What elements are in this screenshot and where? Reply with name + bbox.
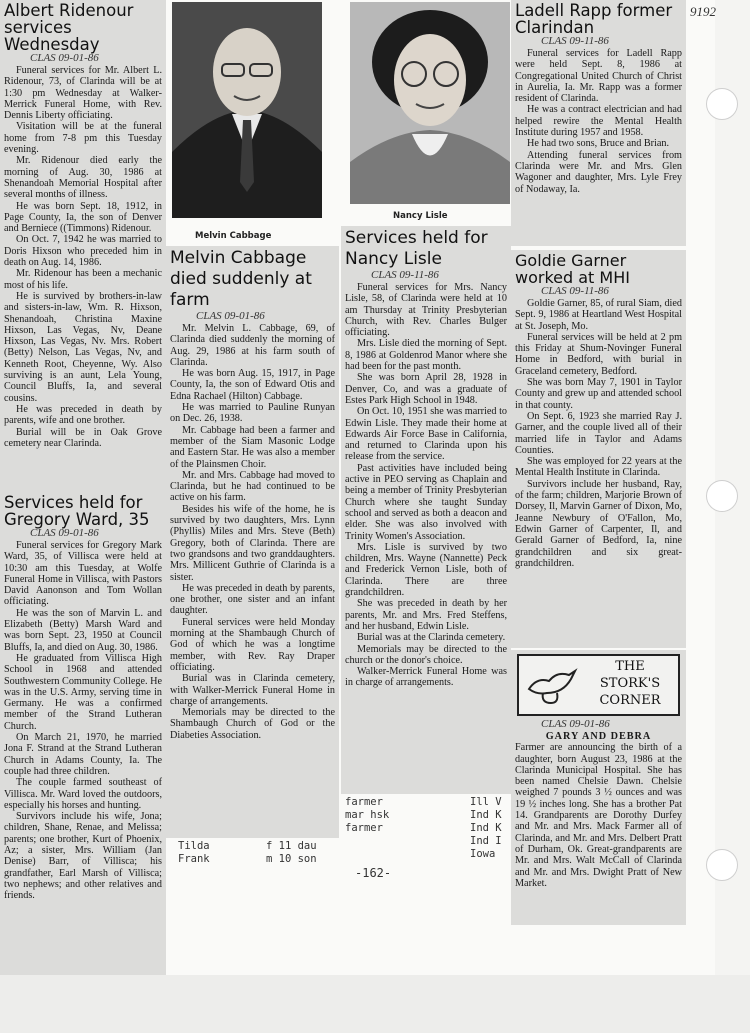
headline: Services held for Nancy Lisle — [345, 228, 488, 269]
handwritten-date: CLAS 09-01-86 — [196, 310, 265, 322]
paragraph: He had two sons, Bruce and Brian. — [527, 138, 670, 150]
census-row: Ind I — [470, 835, 502, 847]
paragraph: The couple farmed southeast of Villisca. Mr. Ward loved the outdoors, especially his horses and hunting. — [4, 777, 162, 811]
paragraph: She was born April 28, 1928 in Denver, Co, and was a graduate of Estes Park High School in 1948. — [345, 372, 507, 406]
page-number: 9192 — [690, 4, 716, 19]
paragraph: Funeral services were held Monday morning at the Shambaugh Church of God of which he was a longtime member, with Rev. Ray Draper officiating. — [170, 616, 335, 673]
paragraph: On Sept. 6, 1923 she married Ray J. Garner, and the couple lived all of their married life in Taylor and Adams Counties. — [515, 410, 682, 456]
paragraph: On March 21, 1970, he married Jona F. Strand at the Strand Lutheran Church in Adams County, Ia. The couple had three children. — [4, 732, 162, 777]
paragraph: Funeral services will be held at 2 pm this Friday at Shum-Novinger Funeral Home in Bedford, with burial in Graceland cemetery, Bedford. — [515, 331, 682, 377]
handwritten-date: CLAS 09-11-86 — [541, 35, 609, 47]
article-body — [170, 323, 335, 741]
handwritten-date: CLAS 09-01-86 — [30, 52, 99, 64]
paragraph: Mr. Cabbage had been a farmer and member of the Siam Masonic Lodge and Eastern Star. He was also a member of the Plainsmen Choir. — [170, 424, 335, 470]
clipping-garner — [511, 250, 686, 648]
punch-hole-icon — [706, 849, 738, 881]
paragraph: Survivors include her husband, Ray, of the farm; children, Marjorie Brown of Dorsey, Il, Marvin Garner of Dixon, Mo, Jeanne Newbury of O'Fallon, Mo, Edwin Garner of Carpenter, Il, and Gerald Garner of Bedford, Ia, nine grandchildren and six great-grandchildren. — [515, 478, 682, 569]
paragraph: Past activities have included being active in PEO serving as Chaplain and being a member of Trinity Presbyterian Church where she taught Sunday school and served as both a deacon and elder. She was also involved with Trinity Women's Association. — [345, 462, 507, 542]
birth-lead: GARY AND DEBRA — [545, 731, 652, 742]
article-body — [4, 65, 162, 449]
paragraph: He was born Sept. 18, 1912, in Page County, Ia, the son of Denver and Berniece ((Timmons) Ridenour. — [4, 200, 162, 235]
paragraph: Memorials may be directed to the Shambaugh Church of God or the Diabeties Association. — [170, 707, 335, 741]
paragraph: He was preceded in death by parents, wife and one brother. — [4, 403, 162, 427]
banner-title — [581, 658, 679, 709]
paragraph: On Oct. 10, 1951 she was married to Edwin Lisle. They made their home at Edwards Air Force Base in California, and returned to Clarinda upon his release from the service. — [345, 406, 507, 463]
paragraph: Burial will be in Oak Grove cemetery near Clarinda. — [4, 426, 162, 449]
headline: Goldie Garner worked at MHI — [515, 251, 630, 287]
clipping-ridenour — [0, 0, 166, 492]
handwritten-date: CLAS 09-01-86 — [541, 718, 610, 730]
paragraph: He was born Aug. 15, 1917, in Page County, Ia, the son of Edward Otis and Edna Rachael (Hilton) Cabbage. — [170, 368, 335, 402]
photo-melvin-cabbage — [172, 2, 322, 218]
paragraph: She was born May 7, 1901 in Taylor County and grew up and attended school in that county. — [515, 377, 682, 411]
paragraph: She was employed for 22 years at the Mental Health Institute in Clarinda. — [515, 456, 682, 479]
paragraph: Farmer are announcing the birth of a daughter, born August 23, 1986 at the Clarinda Municipal Hospital. She has been named Chelsie Dawn. Chelsie weighed 7 pounds 3 ½ ounces and was 19 ½ inches long. She has a brother Pat 14. Grandparents are Dorothy Durfey and Mr. and Mrs. Mack Farmer all of Clarinda, and Mr. and Mrs. Delbert Pratt of Durham, Ok. Great-grandparents are Mr. and Mrs. Walt McCall of Clarinda and Mr. and Mrs. Dwight Pratt of New Market. — [515, 742, 682, 889]
photo-caption: Nancy Lisle — [393, 211, 448, 221]
paragraph: He is survived by brothers-in-law and sisters-in-law, Wm. R. Hixson, Shenandoah, Christina Maxine Hixson, Las Vegas, Nv, Deane Hixson, Las Vegas, Nv. Mrs. Robert (Betty) Nelson, Las Vegas, Nv, and Kenneth Root, Cheyenne, Wy. Also surviving is an aunt, Lela Young, Council Bluffs, Ia, and several cousins. — [4, 290, 162, 404]
paragraph: On Oct. 7, 1942 he was married to Doris Hixson who preceded him in death on Aug. 14, 1986. — [4, 234, 162, 269]
census-row: Tilda f 11 dau — [178, 840, 317, 852]
article-body — [515, 48, 682, 195]
handwritten-date: CLAS 09-11-86 — [541, 285, 609, 297]
paragraph: She was preceded in death by her parents, Mr. and Mrs. Fred Steffens, and her husband, Edwin Lisle. — [345, 598, 507, 632]
headline: Melvin Cabbage died suddenly at farm — [170, 248, 312, 310]
page-footer-number: -162- — [355, 866, 392, 880]
paragraph: Mr. Melvin L. Cabbage, 69, of Clarinda died suddenly the morning of Aug. 29, 1986 at his farm south of Clarinda. — [170, 323, 335, 368]
clipping-ward — [0, 492, 166, 975]
punch-hole-icon — [706, 88, 738, 120]
page-bottom-margin — [0, 975, 750, 1033]
paragraph: He was preceded in death by parents, one brother, one sister and an infant daughter. — [170, 582, 335, 617]
paragraph: Memorials may be directed to the church or the donor's choice. — [345, 643, 507, 666]
stork-icon — [523, 659, 579, 709]
headline: Ladell Rapp former Clarindan — [515, 1, 673, 37]
article-body — [515, 298, 682, 569]
portrait-man-icon — [172, 2, 322, 218]
paragraph: Burial was at the Clarinda cemetery. — [357, 632, 506, 644]
census-remnant-right — [345, 796, 511, 861]
paragraph: Funeral services for Ladell Rapp were held Sept. 8, 1986 at Congregational United Church of Christ in Aurelia, Ia. Mr. Rapp was a former resident of Clarinda. — [515, 48, 682, 105]
punch-hole-icon — [706, 480, 738, 512]
paragraph: Visitation will be at the funeral home from 7-8 pm this Tuesday evening. — [4, 121, 162, 156]
paragraph: Burial was in Clarinda cemetery, with Walker-Merrick Funeral Home in charge of arrangements. — [170, 673, 335, 707]
clipping-rapp — [511, 0, 686, 246]
handwritten-date: CLAS 09-01-86 — [30, 527, 99, 539]
paragraph: Goldie Garner, 85, of rural Siam, died Sept. 9, 1986 at Heartland West Hospital at St. Joseph, Mo. — [515, 298, 682, 332]
census-remnant-left — [178, 840, 348, 866]
headline: Services held for Gregory Ward, 35 — [4, 493, 150, 529]
paragraph: He was married to Pauline Runyan on Dec. 26, 1938. — [170, 402, 335, 425]
paragraph: Mrs. Lisle is survived by two children, Mrs. Wayne (Nannette) Peck and Frederick Vernon Lisle, both of Clarinda. There are three grandchildren. — [345, 541, 507, 599]
photo-caption: Melvin Cabbage — [195, 231, 272, 241]
clipping-cabbage — [166, 246, 339, 838]
article-body — [515, 731, 682, 889]
banner-line: STORK'S — [599, 676, 661, 691]
census-row: Frank m 10 son — [178, 853, 317, 865]
paragraph: He was the son of Marvin L. and Elizabeth (Betty) Marsh Ward and was born Sept. 23, 1950 at Council Bluffs, Ia, and died on Aug. 30, 1986. — [4, 607, 162, 653]
paragraph: Funeral services for Mrs. Nancy Lisle, 58, of Clarinda were held at 10 am Thursday at Trinity Presbyterian Church, with Rev. Charles Bulger officiating. — [345, 282, 507, 339]
paragraph: He was a contract electrician and had helped rewire the Mental Health Institute during 1957 and 1958. — [515, 104, 682, 139]
article-body — [345, 282, 507, 689]
census-row: Iowa — [470, 848, 496, 860]
paragraph: Funeral services for Gregory Mark Ward, 35, of Villisca were held at 10:30 am this Tuesday, at Wolfe Funeral Home in Villisca, with Pastors David Aanonson and Tom Wollan officiating. — [4, 540, 162, 608]
paragraph: Walker-Merrick Funeral Home was in charge of arrangements. — [345, 666, 507, 689]
handwritten-date: CLAS 09-11-86 — [371, 269, 439, 281]
storks-corner-banner — [517, 654, 680, 716]
paragraph: Mr. and Mrs. Cabbage had moved to Clarinda, but he had continued to be active on his farm. — [170, 469, 335, 504]
paragraph: Attending funeral services from Clarinda were Mr. and Mrs. Glen Wagoner and daughter, Mrs. Lyle Frey of Nodaway, Ia. — [515, 149, 682, 195]
paragraph: Mr. Ridenour died early the morning of Aug. 30, 1986 at Shenandoah Memorial Hospital after several months of illness. — [4, 155, 162, 201]
paragraph: Mrs. Lisle died the morning of Sept. 8, 1986 at Goldenrod Manor where she had been for the past month. — [345, 338, 507, 373]
banner-line: CORNER — [599, 693, 661, 708]
paragraph: He graduated from Villisca High School in 1968 and attended Southwestern Community College. He was in the U.S. Army, serving time in Germany. He was a confirmed member of the Strand Lutheran Church. — [4, 652, 162, 732]
census-row: farmer Ind K — [345, 822, 502, 834]
headline: Albert Ridenour services Wednesday — [4, 1, 134, 54]
paragraph: Mr. Ridenour has been a mechanic most of his life. — [4, 268, 162, 291]
paragraph: Besides his wife of the home, he is survived by two daughters, Mrs. Lynn (Phyllis) Miles and Mrs. Steve (Beth) Gregory, both of Clarinda. There are two grandsons and two granddaughters. Mrs. Millicent Guthrie of Clarinda is a sister. — [170, 503, 335, 583]
banner-line: THE — [615, 659, 645, 674]
photo-nancy-lisle — [350, 2, 510, 204]
paragraph: Funeral services for Mr. Albert L. Ridenour, 73, of Clarinda will be at 1:30 pm Wednesday at Walker-Merrick Funeral Home, with Rev. Dennis Liberty officiating. — [4, 65, 162, 122]
paragraph: Survivors include his wife, Jona; children, Shane, Renae, and Melissa; parents; one brother, Kurt of Phoenix, Az; a sister, Mrs. William (Jan Denise) Barr, of Villisca; his grandfather, Earl Marsh of Villisca; two nephews; and other relatives and friends. — [4, 811, 162, 902]
article-body — [4, 540, 162, 902]
clipping-storks-corner — [511, 650, 686, 925]
portrait-woman-icon — [350, 2, 510, 204]
clipping-lisle — [341, 226, 511, 794]
census-row: farmer Ill V — [345, 796, 502, 808]
census-row: mar hsk Ind K — [345, 809, 502, 821]
